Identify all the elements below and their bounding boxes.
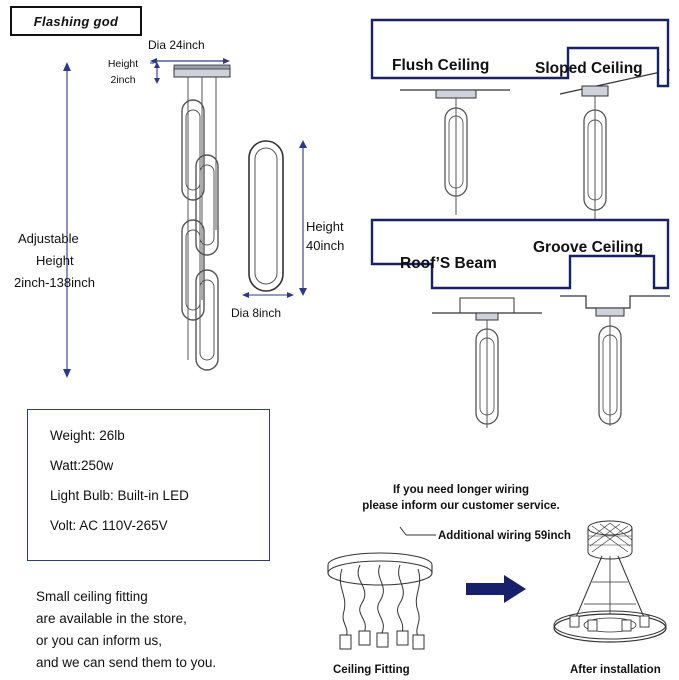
module-detail-illustration: [246, 138, 290, 298]
groove-ceiling-illustration: [560, 288, 670, 428]
footer-line-2: are available in the store,: [36, 611, 187, 626]
flush-ceiling-illustration: [400, 70, 510, 220]
brand-logo: [10, 6, 142, 36]
module-height-value: 40inch: [306, 238, 345, 253]
module-dia-label: Dia 8inch: [231, 306, 282, 320]
caption-ceiling-fitting: Ceiling Fitting: [333, 664, 410, 676]
mount-label-flush-ceiling: Flush Ceiling: [392, 57, 490, 74]
spec-volt: Volt: AC 110V-265V: [50, 518, 168, 533]
top-dia-label: Dia 24inch: [148, 38, 205, 52]
adjustable-height-line1: Adjustable: [18, 231, 79, 246]
canopy-height-value: 2inch: [110, 74, 136, 86]
additional-wiring-label: Additional wiring 59inch: [438, 530, 571, 542]
canopy-height-label: Height: [107, 58, 139, 70]
module-height-label: Height: [306, 219, 344, 234]
spec-weight: Weight: 26lb: [50, 428, 125, 443]
adjustable-height-line2: Height: [36, 253, 74, 268]
wiring-note-line2: please inform our customer service.: [362, 500, 560, 512]
footer-line-4: and we can send them to you.: [36, 655, 217, 670]
spec-bulb: Light Bulb: Built-in LED: [50, 488, 189, 503]
adjustable-height-arrow: [60, 62, 74, 378]
module-height-arrow: [296, 140, 310, 296]
chandelier-illustration: [160, 60, 250, 390]
after-installation-illustration: [540, 512, 679, 652]
mount-label-groove-ceiling: Groove Ceiling: [533, 239, 644, 256]
mount-label-sloped-ceiling: Sloped Ceiling: [535, 60, 643, 77]
roofs-beam-illustration: [432, 295, 542, 430]
spec-watt: Watt:250w: [50, 458, 114, 473]
brand-logo-text: Flashing god: [33, 13, 119, 29]
footer-line-1: Small ceiling fitting: [36, 589, 148, 604]
caption-after-installation: After installation: [570, 664, 661, 676]
wiring-note-line1: If you need longer wiring: [392, 484, 530, 496]
process-arrow-icon: [466, 575, 528, 605]
adjustable-height-line3: 2inch-138inch: [14, 275, 95, 290]
additional-wiring-pointer: [400, 525, 438, 541]
module-dia-arrow: [242, 288, 294, 302]
footer-line-3: or you can inform us,: [36, 633, 163, 648]
specification-box: [27, 409, 270, 561]
mount-label-roofs-beam: Roof’S Beam: [400, 255, 497, 272]
